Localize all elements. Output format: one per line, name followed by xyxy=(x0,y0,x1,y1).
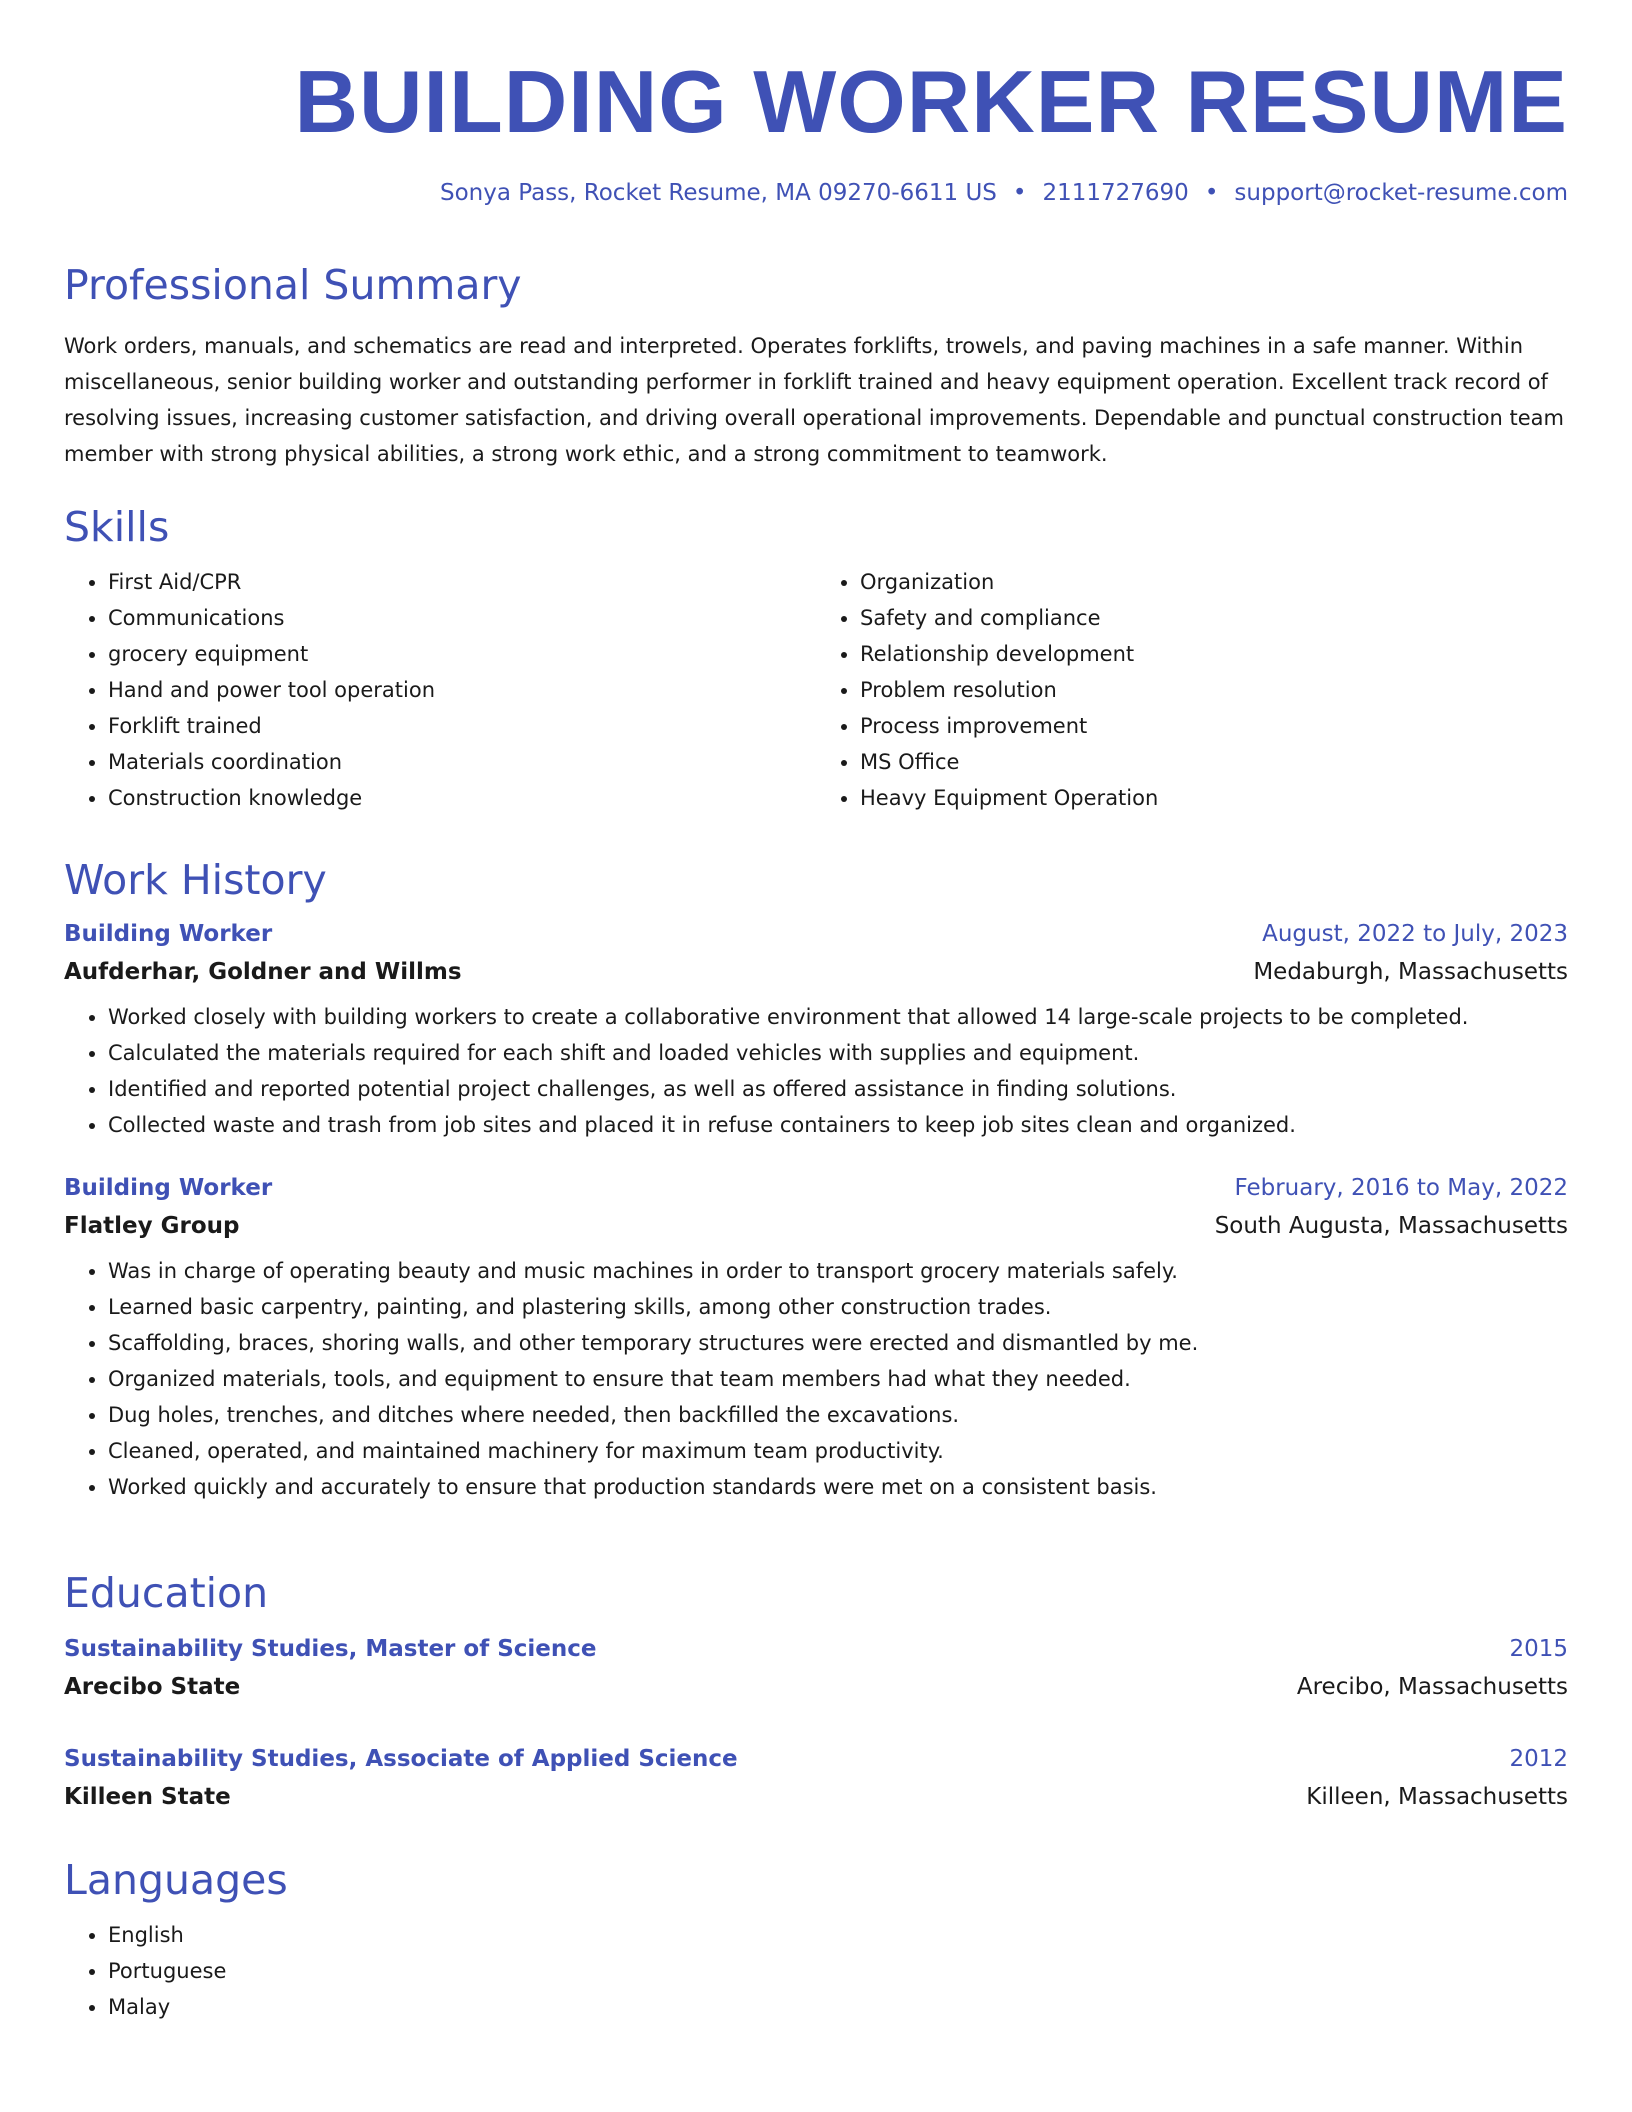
summary-heading: Professional Summary xyxy=(64,261,522,309)
skill-item: • Construction knowledge xyxy=(108,780,816,816)
school-row xyxy=(64,1778,1568,1816)
graduation-year: 2015 xyxy=(1509,1636,1568,1662)
degree-row xyxy=(64,1630,1568,1668)
contact-separator: • xyxy=(1204,180,1219,206)
resume-header xyxy=(64,0,1568,206)
skill-item: • Problem resolution xyxy=(860,672,1568,708)
job-bullet: • Collected waste and trash from job sites and placed it in refuse containers to keep job sites clean and organized. xyxy=(108,1107,1568,1143)
school-name: Arecibo State xyxy=(64,1674,241,1700)
summary-text: Work orders, manuals, and schematics are read and interpreted. Operates forklifts, trowels, and paving machines in a safe manner. Within miscellaneous, senior building worker and outstanding performer in forklift trained and heavy equipment operation. Excellent track record of resolving issues, increasing customer satisfaction, and driving overall operational improvements. Dependable and punctual construction team member with strong physical abilities, a strong work ethic, and a strong commitment to teamwork. xyxy=(64,334,1565,466)
work-history-section xyxy=(64,855,1568,1505)
language-item: • Portuguese xyxy=(108,1953,1568,1989)
school-name: Killeen State xyxy=(64,1784,231,1810)
job-dates: August, 2022 to July, 2023 xyxy=(1262,921,1568,947)
job-bullet: • Calculated the materials required for each shift and loaded vehicles with supplies and equipment. xyxy=(108,1035,1568,1071)
education-entry xyxy=(64,1740,1568,1816)
degree-row xyxy=(64,1740,1568,1778)
skill-item: • Relationship development xyxy=(860,636,1568,672)
job-location: South Augusta, Massachusetts xyxy=(1214,1213,1568,1239)
job-bullet: • Was in charge of operating beauty and music machines in order to transport grocery materials safely. xyxy=(108,1253,1568,1289)
skills-columns xyxy=(64,564,1568,816)
job-bullet: • Worked closely with building workers to create a collaborative environment that allowed 14 large-scale projects to be completed. xyxy=(108,999,1568,1035)
contact-line xyxy=(64,180,1568,206)
degree-title: Sustainability Studies, Associate of Applied Science xyxy=(64,1746,738,1772)
summary-section xyxy=(64,260,1568,472)
job-bullet: • Learned basic carpentry, painting, and plastering skills, among other construction trades. xyxy=(108,1289,1568,1325)
skill-item: • Forklift trained xyxy=(108,708,816,744)
skill-item: • grocery equipment xyxy=(108,636,816,672)
skill-item: • Communications xyxy=(108,600,816,636)
job-entry xyxy=(64,1169,1568,1505)
skill-item: • Organization xyxy=(860,564,1568,600)
job-bullet: • Identified and reported potential project challenges, as well as offered assistance in finding solutions. xyxy=(108,1071,1568,1107)
job-bullet: • Scaffolding, braces, shoring walls, and other temporary structures were erected and dismantled by me. xyxy=(108,1325,1568,1361)
contact-address: Sonya Pass, Rocket Resume, MA 09270-6611 US xyxy=(440,180,997,206)
job-bullet: • Cleaned, operated, and maintained machinery for maximum team productivity. xyxy=(108,1433,1568,1469)
school-location: Arecibo, Massachusetts xyxy=(1296,1674,1568,1700)
skill-item: • Materials coordination xyxy=(108,744,816,780)
skill-item: • Safety and compliance xyxy=(860,600,1568,636)
job-company: Aufderhar, Goldner and Willms xyxy=(64,959,462,985)
languages-list xyxy=(64,1917,1568,2025)
skills-section xyxy=(64,502,1568,816)
job-title-row xyxy=(64,1169,1568,1207)
resume-title: BUILDING WORKER RESUME xyxy=(294,52,1568,151)
skill-item: • Process improvement xyxy=(860,708,1568,744)
job-title-row xyxy=(64,915,1568,953)
job-location: Medaburgh, Massachusetts xyxy=(1253,959,1568,985)
skill-item: • Hand and power tool operation xyxy=(108,672,816,708)
education-entry xyxy=(64,1630,1568,1706)
skill-item: • MS Office xyxy=(860,744,1568,780)
contact-phone: 2111727690 xyxy=(1042,180,1189,206)
contact-email: support@rocket-resume.com xyxy=(1234,180,1568,206)
graduation-year: 2012 xyxy=(1509,1746,1568,1772)
job-company-row xyxy=(64,1207,1568,1245)
job-entry xyxy=(64,915,1568,1143)
languages-heading: Languages xyxy=(64,1856,288,1904)
education-heading: Education xyxy=(64,1569,269,1617)
job-bullets xyxy=(64,999,1568,1143)
job-bullet: • Worked quickly and accurately to ensure that production standards were met on a consistent basis. xyxy=(108,1469,1568,1505)
school-location: Killeen, Massachusetts xyxy=(1306,1784,1568,1810)
contact-separator: • xyxy=(1012,180,1027,206)
language-item: • Malay xyxy=(108,1989,1568,2025)
job-company-row xyxy=(64,953,1568,991)
job-bullet: • Organized materials, tools, and equipment to ensure that team members had what they needed. xyxy=(108,1361,1568,1397)
job-company: Flatley Group xyxy=(64,1213,240,1239)
job-title: Building Worker xyxy=(64,921,273,947)
school-row xyxy=(64,1668,1568,1706)
job-bullets xyxy=(64,1253,1568,1505)
skills-list-right xyxy=(816,564,1568,816)
degree-title: Sustainability Studies, Master of Science xyxy=(64,1636,597,1662)
skill-item: • Heavy Equipment Operation xyxy=(860,780,1568,816)
education-section xyxy=(64,1568,1568,1816)
job-bullet: • Dug holes, trenches, and ditches where needed, then backfilled the excavations. xyxy=(108,1397,1568,1433)
job-dates: February, 2016 to May, 2022 xyxy=(1234,1175,1568,1201)
language-item: • English xyxy=(108,1917,1568,1953)
skill-item: • First Aid/CPR xyxy=(108,564,816,600)
job-title: Building Worker xyxy=(64,1175,273,1201)
skills-heading: Skills xyxy=(64,503,170,551)
skills-list-left xyxy=(64,564,816,816)
languages-section xyxy=(64,1855,1568,2025)
work-history-heading: Work History xyxy=(64,856,327,904)
